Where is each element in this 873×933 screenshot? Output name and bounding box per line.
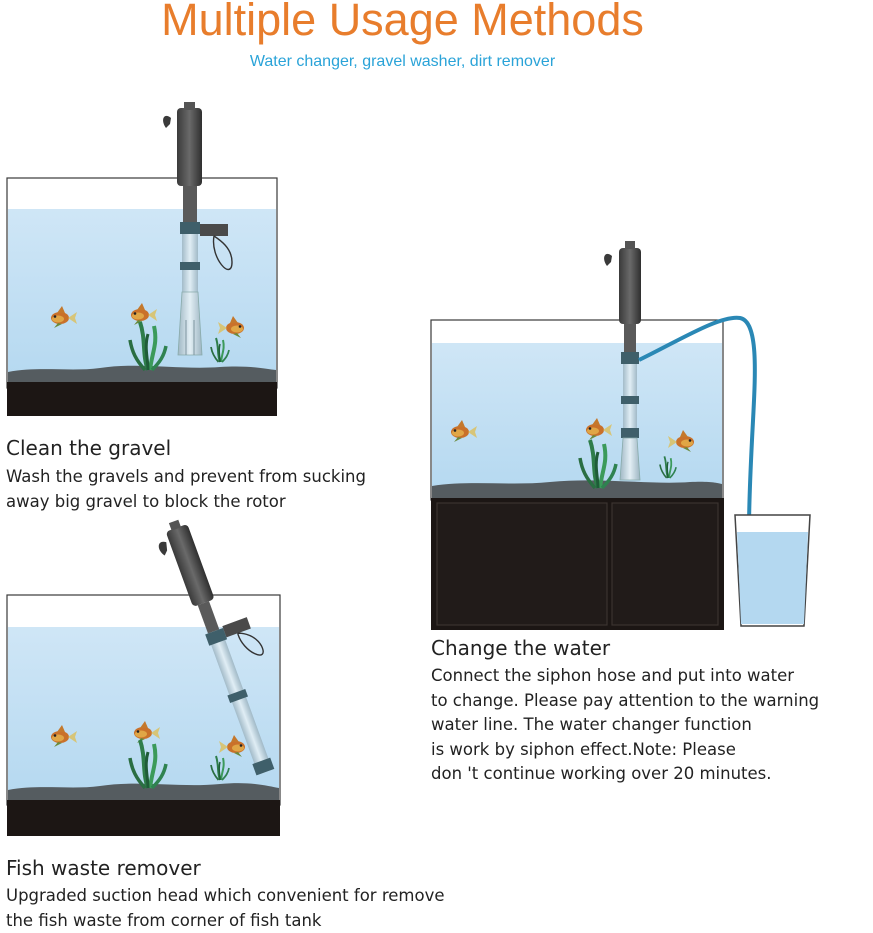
- page-title: Multiple Usage Methods: [0, 0, 805, 46]
- description-line: Wash the gravels and prevent from sucking: [6, 465, 366, 490]
- description-line: Connect the siphon hose and put into water: [431, 664, 819, 689]
- page-subtitle: Water changer, gravel washer, dirt remover: [0, 53, 805, 71]
- description-line: Upgraded suction head which convenient for remove: [6, 884, 444, 909]
- description-line: don 't continue working over 20 minutes.: [431, 762, 819, 787]
- section-description-clean-gravel: [6, 465, 366, 514]
- description-line: away big gravel to block the rotor: [6, 490, 366, 515]
- section-description-change-water: [431, 664, 819, 787]
- section-heading-fish-waste: Fish waste remover: [6, 856, 201, 880]
- description-line: water line. The water changer function: [431, 713, 819, 738]
- description-line: the fish waste from corner of fish tank: [6, 909, 444, 933]
- section-heading-change-water: Change the water: [431, 636, 610, 660]
- section-description-fish-waste: [6, 884, 444, 933]
- section-heading-clean-gravel: Clean the gravel: [6, 436, 171, 460]
- description-line: is work by siphon effect.Note: Please: [431, 738, 819, 763]
- description-line: to change. Please pay attention to the warning: [431, 689, 819, 714]
